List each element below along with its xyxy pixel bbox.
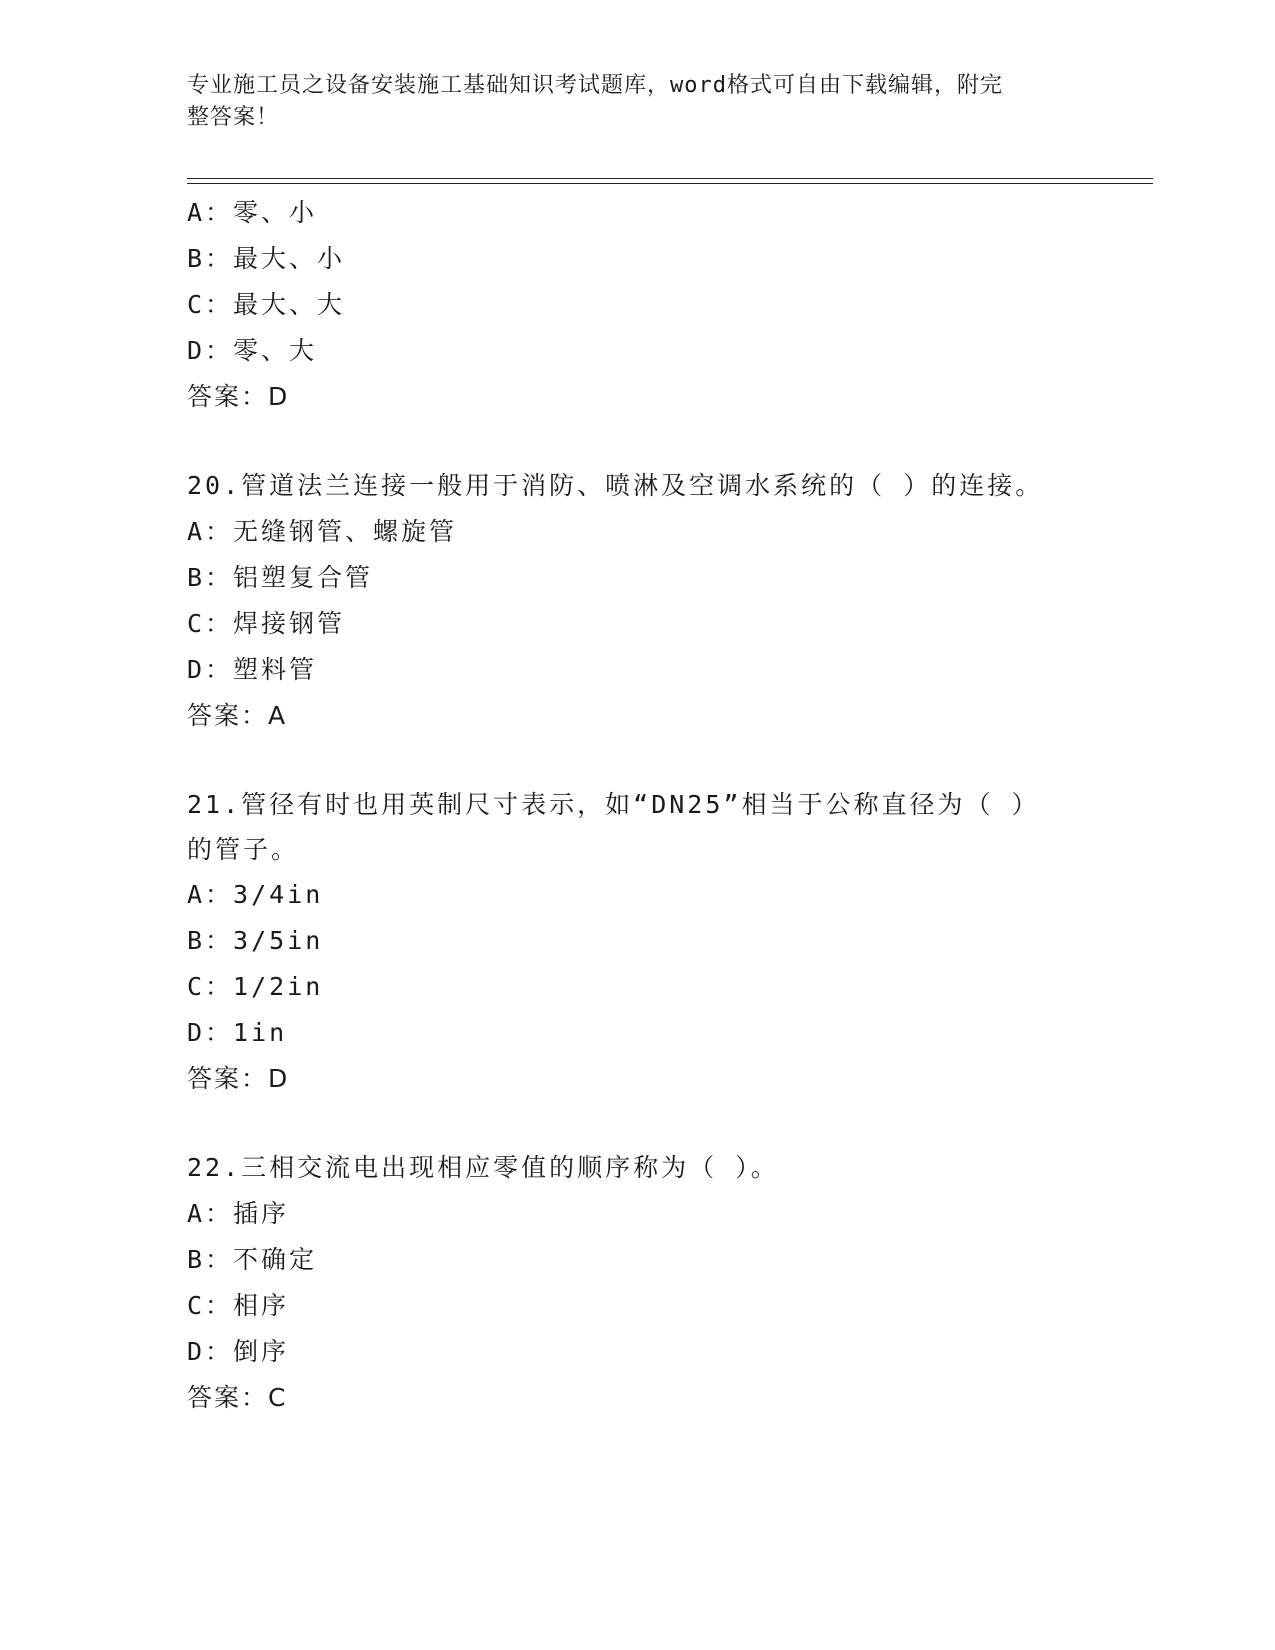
header-line-1: 专业施工员之设备安装施工基础知识考试题库，word格式可自由下载编辑，附完 — [187, 73, 1003, 98]
option-d: D：倒序 — [187, 1337, 290, 1366]
question-stem-line-1: 21.管径有时也用英制尺寸表示，如“DN25”相当于公称直径为（ ） — [187, 790, 1040, 819]
option-a: A：插序 — [187, 1199, 290, 1228]
header-line-2: 整答案！ — [187, 105, 280, 130]
question-stem-line-2: 的管子。 — [187, 835, 300, 864]
option-d: D：塑料管 — [187, 655, 318, 684]
header-rule-bottom — [187, 183, 1153, 184]
spacer — [187, 739, 1087, 782]
question-stem: 22.三相交流电出现相应零值的顺序称为（ ）。 — [187, 1153, 779, 1182]
answer: 答案：D — [187, 1064, 290, 1093]
option-d: D：零、大 — [187, 336, 318, 365]
option-a: A：无缝钢管、螺旋管 — [187, 517, 458, 546]
answer: 答案：C — [187, 1383, 288, 1412]
option-c: C：最大、大 — [187, 290, 346, 319]
option-c: C：相序 — [187, 1291, 290, 1320]
question-22 — [187, 1145, 1087, 1421]
option-b: B：不确定 — [187, 1245, 318, 1274]
question-19 — [187, 190, 1087, 420]
option-a: A：3/4in — [187, 880, 324, 909]
answer: 答案：D — [187, 382, 290, 411]
option-c: C：1/2in — [187, 972, 324, 1001]
option-d: D：1in — [187, 1018, 288, 1047]
question-21 — [187, 782, 1087, 1102]
spacer — [187, 420, 1087, 463]
question-stem: 20.管道法兰连接一般用于消防、喷淋及空调水系统的（ ）的连接。 — [187, 471, 1044, 500]
question-list — [187, 190, 1087, 1421]
spacer — [187, 1102, 1087, 1145]
question-20 — [187, 463, 1087, 739]
header-rule-top — [187, 178, 1153, 179]
answer: 答案：A — [187, 701, 288, 730]
option-c: C：焊接钢管 — [187, 609, 346, 638]
option-b: B：最大、小 — [187, 244, 346, 273]
option-a: A：零、小 — [187, 198, 318, 227]
option-b: B：铝塑复合管 — [187, 563, 374, 592]
option-b: B：3/5in — [187, 926, 324, 955]
document-header — [187, 70, 1067, 134]
